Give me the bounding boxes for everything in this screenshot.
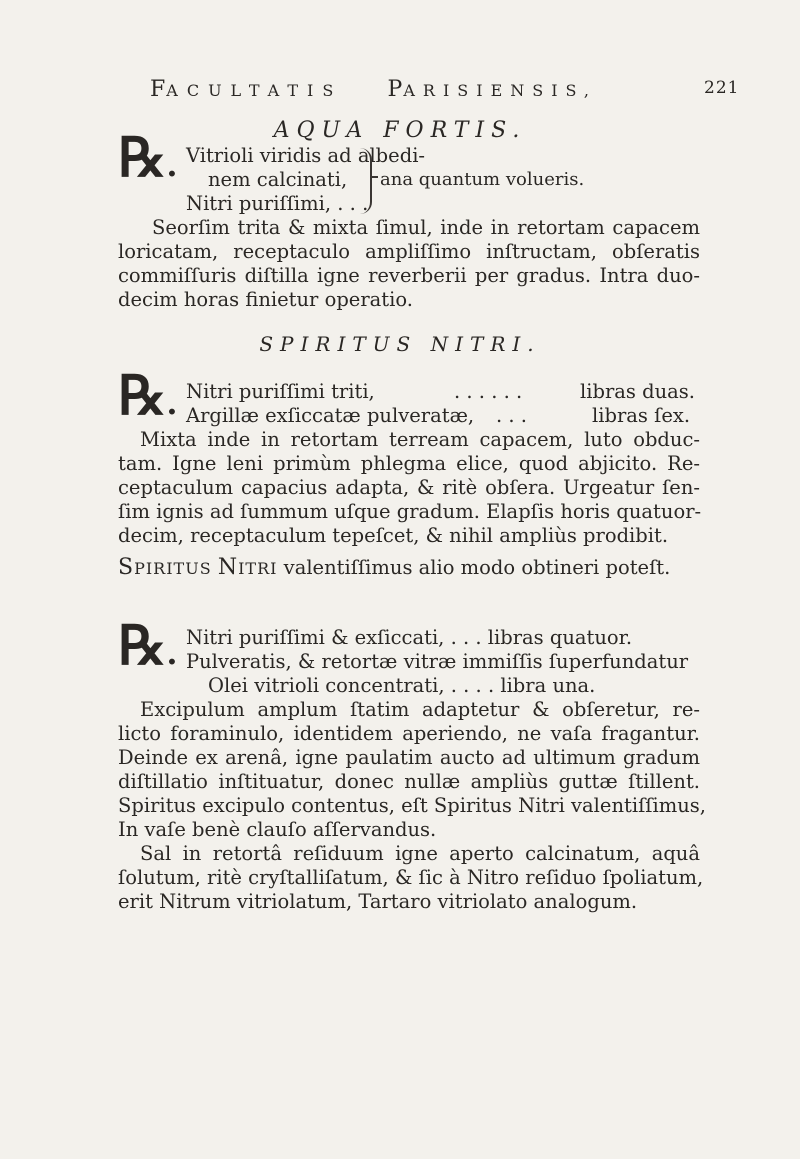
ingredient-amount: libras duas.	[580, 380, 695, 403]
body-line: Sal in retortâ reſiduum igne aperto calcinatum, aquâ	[140, 842, 700, 865]
body-line: In vaſe benè clauſo aſſervandus.	[118, 818, 437, 841]
ingredient-name: Argillæ exſiccatæ pulveratæ,	[186, 404, 475, 427]
body-line: ceptaculum capacius adapta, & ritè obſera. Urgeatur ſen-	[118, 476, 700, 499]
body-line: tam. Igne leni primùm phlegma elice, quod abjicito. Re-	[118, 452, 700, 475]
body-line: decim, receptaculum tepeſcet, & nihil ampliùs prodibit.	[118, 524, 669, 547]
section-title-spiritus-nitri: SPIRITUS NITRI.	[259, 332, 541, 356]
recipe-symbol-1: ℞ .	[118, 130, 178, 192]
body-line: decim horas finietur operatio.	[118, 288, 413, 311]
term-nitri: NITRI	[217, 555, 278, 580]
quantity-note: ana quantum volueris.	[380, 169, 585, 190]
closing-text: valentiſſimus alio modo obtineri poteſt.	[283, 556, 671, 579]
ingredient-amount: libras ſex.	[592, 404, 691, 427]
running-title-facultatis: FACULTATIS	[150, 77, 343, 102]
body-line: Seorſim trita & mixta ſimul, inde in retortam capacem	[152, 216, 700, 239]
body-line: ſim ignis ad ſummum uſque gradum. Elapſis horis quatuor-	[118, 500, 702, 523]
running-head	[150, 76, 710, 102]
body-line: Deinde ex arenâ, igne paulatim aucto ad ultimum gradum	[118, 746, 700, 769]
body-line: diſtillatio inſtituatur, donec nullæ ampliùs guttæ ſtillent.	[118, 770, 700, 793]
section-title-aqua-fortis: AQUA FORTIS.	[273, 118, 527, 143]
body-line: Excipulum amplum ſtatim adaptetur & obſeretur, re-	[140, 698, 700, 721]
ingredient-name: Nitri puriſſimi triti,	[186, 380, 375, 403]
ingredient-line: nem calcinati,	[208, 168, 348, 191]
ingredient-dots: . . . . . .	[454, 380, 523, 403]
ingredient-line: Olei vitrioli concentrati, . . . . libra una.	[208, 674, 596, 697]
ingredient-line: Vitrioli viridis ad albedi-	[186, 144, 426, 167]
running-title-parisiensis: PARISIENSIS,	[387, 77, 597, 102]
body-line: erit Nitrum vitriolatum, Tartaro vitriolato analogum.	[118, 890, 638, 913]
ingredient-dots: . . .	[496, 404, 527, 427]
page-number: 221	[704, 78, 740, 98]
ingredient-line: Pulveratis, & retortæ vitræ immiſſis ſuperfundatur	[186, 650, 689, 673]
body-line: Spiritus excipulo contentus, eſt Spiritus Nitri valentiſſimus,	[118, 794, 706, 817]
recipe-symbol-3: ℞ .	[118, 618, 178, 680]
brace-symbol	[360, 148, 372, 214]
body-line: loricatam, receptaculo ampliſſimo inſtructam, obſeratis	[118, 240, 700, 263]
ingredient-line: Nitri puriſſimi & exſiccati, . . . libras quatuor.	[186, 626, 633, 649]
body-line: ſolutum, ritè cryſtalliſatum, & ſic à Nitro reſiduo ſpoliatum,	[118, 866, 704, 889]
ingredient-line: Nitri puriſſimi, . . .	[186, 192, 369, 215]
body-line: commiſſuris diſtilla igne reverberii per gradus. Intra duo-	[118, 264, 700, 287]
spiritus-nitri-paragraph	[118, 556, 670, 581]
body-line: Mixta inde in retortam terream capacem, luto obduc-	[140, 428, 700, 451]
term-spiritus: SPIRITUS	[118, 555, 212, 580]
body-line: licto foraminulo, identidem aperiendo, ne vaſa fragantur.	[118, 722, 700, 745]
recipe-symbol-2: ℞ .	[118, 368, 178, 430]
